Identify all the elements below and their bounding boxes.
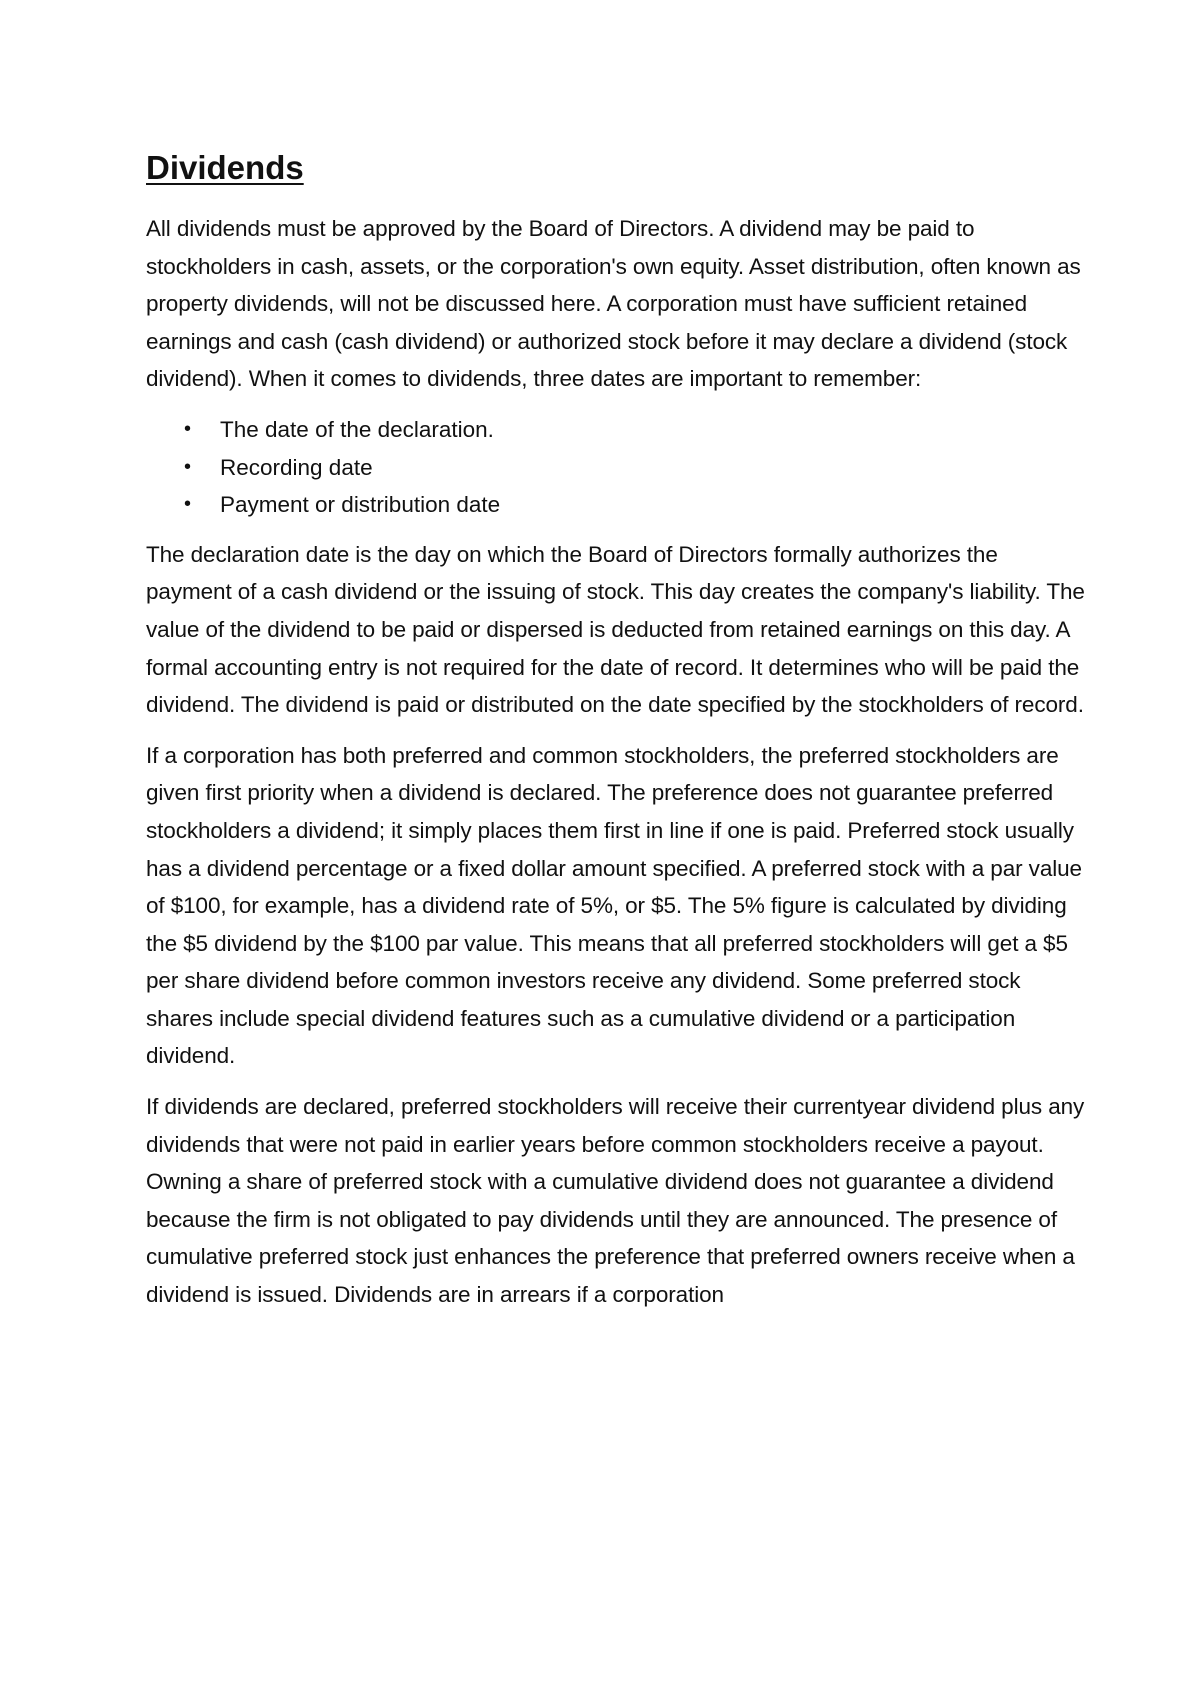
preferred-stock-paragraph: If a corporation has both preferred and common stockholders, the preferred stockholders are given first priority when a dividend is declared. The preference does not guarantee preferred stockholders a dividend; it simply places them first in line if one is paid. Preferred stock usually has a dividend percentage or a fixed dollar amount specified. A preferred stock with a par value of $100, for example, has a dividend rate of 5%, or $5. The 5% figure is calculated by dividing the $5 dividend by the $100 par value. This means that all preferred stockholders will get a $5 per share dividend before common investors receive any dividend. Some preferred stock shares include special dividend features such as a cumulative dividend or a participation dividend. — [146, 742, 1082, 1069]
list-item-text: Recording date — [220, 454, 373, 480]
declaration-date-paragraph: The declaration date is the day on which the Board of Directors formally authorizes the payment of a cash dividend or the issuing of stock. This day creates the company's liability. The value of the dividend to be paid or dispersed is deducted from retained earnings on this day. A formal accounting entry is not required for the date of record. It determines who will be paid the dividend. The dividend is paid or distributed on the date specified by the stockholders of record. — [146, 541, 1085, 718]
bullet-icon: • — [184, 417, 192, 440]
document-page — [146, 146, 1086, 1327]
list-item — [146, 411, 1086, 449]
list-item — [146, 486, 1086, 524]
intro-paragraph: All dividends must be approved by the Board of Directors. A dividend may be paid to stockholders in cash, assets, or the corporation's own equity. Asset distribution, often known as property dividends, will not be discussed here. A corporation must have sufficient retained earnings and cash (cash dividend) or authorized stock before it may declare a dividend (stock dividend). When it comes to dividends, three dates are important to remember: — [146, 216, 1081, 392]
cumulative-dividend-paragraph: If dividends are declared, preferred stockholders will receive their currentyear dividend plus any dividends that were not paid in earlier years before common stockholders receive a payout. Owning a share of preferred stock with a cumulative dividend does not guarantee a dividend because the firm is not obligated to pay dividends until they are announced. The presence of cumulative preferred stock just enhances the preference that preferred owners receive when a dividend is issued. Dividends are in arrears if a corporation — [146, 1094, 1085, 1308]
page-title: Dividends — [146, 149, 304, 186]
list-item-text: The date of the declaration. — [220, 416, 494, 442]
list-item — [146, 449, 1086, 487]
bullet-icon: • — [184, 493, 192, 516]
important-dates-list — [146, 411, 1086, 524]
list-item-text: Payment or distribution date — [220, 492, 501, 518]
bullet-icon: • — [184, 455, 192, 478]
